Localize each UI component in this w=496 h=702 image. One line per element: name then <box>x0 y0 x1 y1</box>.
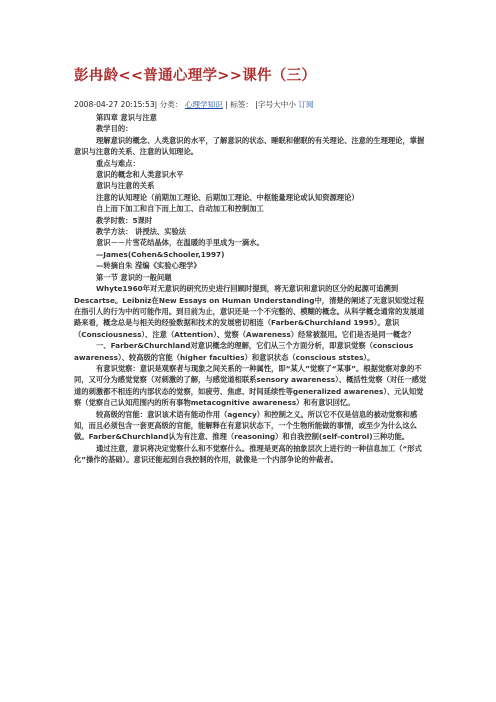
category-label: 分类： <box>159 100 183 109</box>
subscribe-link[interactable]: 订阅 <box>298 100 314 109</box>
tags-label: 标签： <box>230 100 253 109</box>
paragraph: 教学目的： <box>96 124 133 134</box>
chapter-heading: 第四章 意识与注意 <box>96 113 157 122</box>
paragraph: 自上而下加工和自下而上加工、自动加工和控制加工 <box>96 204 264 214</box>
article-title: 彭冉龄<<普通心理学>>课件（三） <box>74 68 317 84</box>
section-heading: 第一节 意识的一般问题 <box>96 272 172 282</box>
paragraph: 通过注意，意识将决定觉察什么和不觉察什么。推理是更高的抽象层次上进行的一种信息加工（“形式化”操作的基础）。意识还能起到自我控制的作用，就像是一个内部争论的仲裁者。 <box>74 443 422 465</box>
quote-source: —转摘自朱 滢编《实验心理学》 <box>96 261 201 271</box>
paragraph: 一、Farber&Churchland对意识概念的理解，它们从三个方面分析，即意识觉察（conscious awareness）、较高级的官能（higher faculties）和意识状态（conscious ststes）。 <box>74 341 414 362</box>
font-size-switch[interactable]: |字号大中小 <box>255 100 296 109</box>
quote: 意识－－片雪花结晶体，在温暖的手里成为一滴水。 <box>96 238 264 248</box>
paragraph: 意识与注意的关系 <box>96 181 155 191</box>
meta-separator: | <box>154 100 158 109</box>
paragraph: 有意识觉察：意识是观察者与现象之间关系的一种属性，即“某人”觉察了“某事”。根据觉察对象的不同，又可分为感觉觉察（对刺激的了解，与感觉道相联系sensory awareness）、概括性觉察（对任一感觉道的刺激都不相连的内部状态的觉察，如疲劳、焦虑、时间延续性等generalized awarenes）、元认知觉察（觉察自己认知范围内的所有事物metacognitive awareness）和有意识回忆。 <box>74 363 427 408</box>
article-body <box>74 112 430 466</box>
paragraph: 重点与难点： <box>96 158 140 168</box>
meta-separator: | <box>225 100 228 109</box>
paragraph: 理解意识的概念、人类意识的水平，了解意识的状态、睡眠和催眠的有关理论、注意的生理理论，掌握意识与注意的关系、注意的认知理论。 <box>74 135 425 157</box>
article-meta <box>74 99 474 110</box>
paragraph: 意识的概念和人类意识水平 <box>96 170 184 180</box>
paragraph: 教学方法： 讲授法、实验法 <box>96 227 187 237</box>
paragraph: 较高级的官能：意识该术语有能动作用（agency）和控制之义。所以它不仅是信息的被动觉察和感知，而且必须包含一套更高级的官能，能解释在有意识状态下，一个生物所能做的事情，或至少为什么这么做。Farber&Churchland认为有注意、推理（reasoning）和自我控制(self-control)三种功能。 <box>74 409 418 442</box>
quote-source: —James(Cohen&Schooler,1997) <box>96 249 225 259</box>
paragraph: Whyte1960年对无意识的研究历史进行回顾时提到，将无意识和意识的区分的起源可追溯到Descartse。Leibniz在New Essays on Human Understanding中，清楚的阐述了无意识知觉过程在指引人的行为中的可能作用。到目前为止，意识还是一个不完整的、模糊的概念。从科学概念通常的发展道路来看，概念总是与相关的经验数据和技术的发展密切相连（Farber&Churchland 1995）。意识（Consciousness）、注意（Attention）、觉察（Awareness）经常被混用。它们是否是同一概念？ <box>74 284 425 339</box>
paragraph: 教学时数：5课时 <box>96 215 153 225</box>
category-link[interactable]: 心理学知识 <box>184 100 223 109</box>
post-datetime: 2008-04-27 20:15:53 <box>74 100 155 109</box>
paragraph: 注意的认知理论（前期加工理论、后期加工理论、中枢能量理论或认知资源理论） <box>96 192 359 202</box>
